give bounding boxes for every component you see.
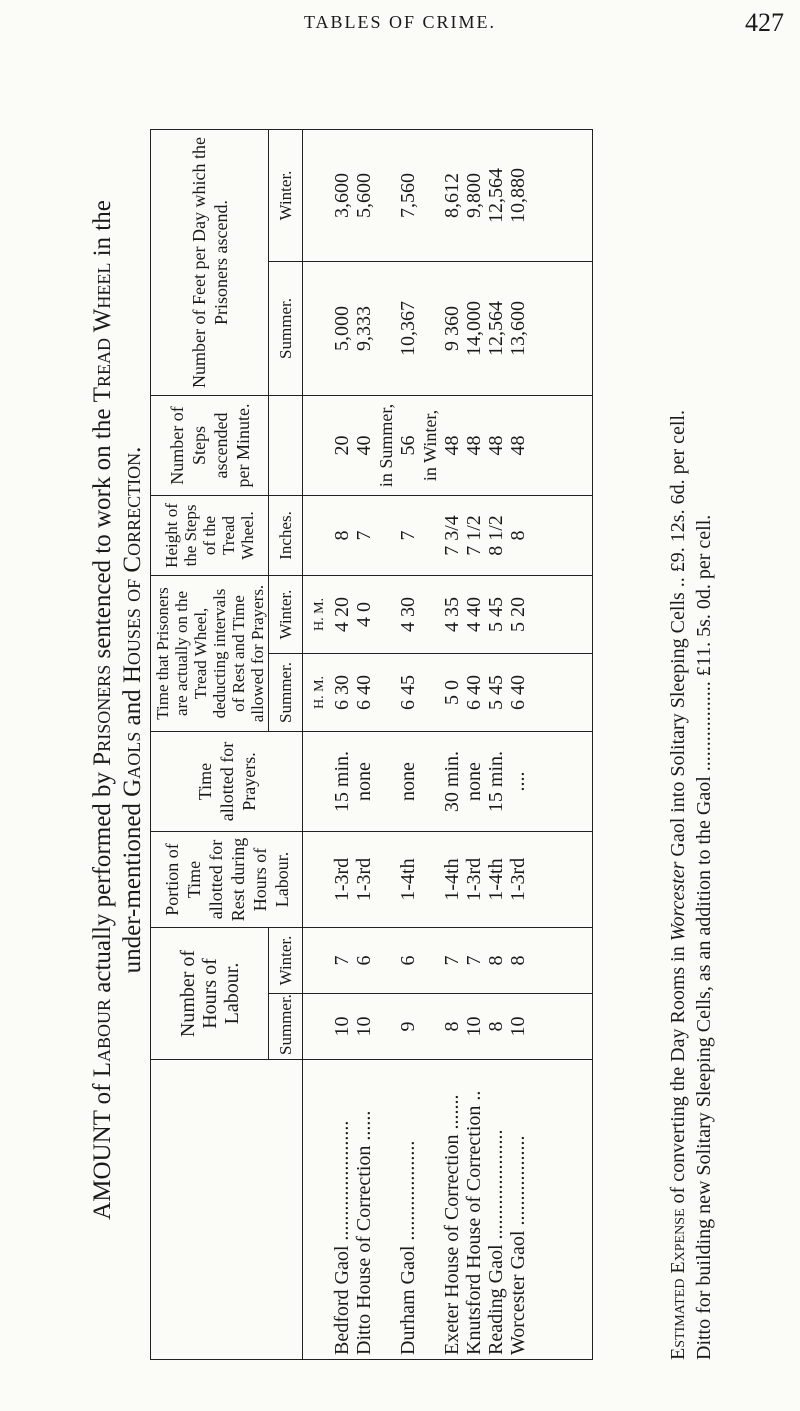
time-winter-cell: 4 40 (463, 597, 485, 632)
time-summer-cell: 6 45 (397, 675, 419, 710)
steps-cell: 48 (485, 435, 507, 456)
header-hours-winter: Winter. (269, 928, 303, 994)
feet-summer-cell: 12,564 (485, 300, 507, 356)
rotated-table-page (0, 20, 800, 1400)
steps-cell: 48 (507, 435, 529, 456)
page-number: 427 (745, 8, 784, 37)
hours-summer-cell: 9 (397, 1021, 419, 1032)
hours-winter-column (303, 928, 593, 994)
rest-portion-cell: 1-4th (397, 858, 419, 901)
time-summer-column (303, 654, 593, 732)
header-hours-labour: Number of Hours of Labour. (151, 928, 269, 1060)
feet-summer-cell: 10,367 (397, 300, 419, 356)
hours-winter-cell: 7 (331, 955, 353, 966)
gaol-name: Ditto House of Correction ...... (353, 1110, 375, 1355)
tread-wheel-table (150, 129, 593, 1360)
feet-summer-column (303, 261, 593, 395)
time-winter-cell: 5 20 (507, 597, 529, 632)
rest-portion-cell: 1-3rd (507, 857, 529, 902)
hm-label: H. M. (312, 597, 327, 632)
hours-summer-cell: 10 (463, 1016, 485, 1037)
hours-summer-cell: 10 (507, 1016, 529, 1037)
steps-cell: 48 (441, 435, 463, 456)
step-height-cell: 8 (507, 530, 529, 541)
time-winter-cell: 4 30 (397, 597, 419, 632)
gaol-name: Exeter House of Correction ....... (441, 1094, 463, 1355)
time-winter-column (303, 575, 593, 653)
feet-winter-cell: 3,600 (331, 172, 353, 218)
prayers-cell: 15 min. (331, 750, 353, 813)
time-winter-cell: 4 0 (353, 602, 375, 627)
feet-summer-cell: 13,600 (507, 300, 529, 356)
time-summer-cell: 6 40 (507, 675, 529, 710)
gaol-name: Knutsford House of Correction .. (463, 1090, 485, 1355)
header-steps-per-minute: Number of Steps ascended per Minute. (151, 395, 269, 495)
step-height-cell: 8 1/2 (485, 515, 507, 556)
time-summer-cell: 6 40 (353, 675, 375, 710)
step-height-cell: 7 3/4 (441, 515, 463, 556)
hours-winter-cell: 8 (507, 955, 529, 966)
time-summer-cell: 6 40 (463, 675, 485, 710)
steps-cell: 48 (463, 435, 485, 456)
header-time-winter: Winter. (269, 575, 303, 653)
table-title-line-2: under-mentioned Gaols and Houses of Correction. (119, 446, 146, 974)
header-hours-summer: Summer. (269, 994, 303, 1060)
rest-portion-cell: 1-4th (441, 858, 463, 901)
header-step-height: Height of the Steps of the Tread Wheel. (151, 495, 269, 575)
hours-summer-cell: 10 (353, 1016, 375, 1037)
header-steps-blank (269, 395, 303, 495)
steps-cell: 56 (397, 435, 419, 456)
header-feet-winter: Winter. (269, 129, 303, 261)
prayers-cell: .... (507, 771, 529, 792)
rest-portion-cell: 1-3rd (331, 857, 353, 902)
feet-winter-cell: 8,612 (441, 172, 463, 218)
header-rest-portion: Portion of Time allotted for Rest during Hours of Labour. (151, 832, 303, 928)
prayers-cell: none (397, 762, 419, 801)
time-summer-cell: 5 0 (441, 680, 463, 705)
prayers-cell: 15 min. (485, 750, 507, 813)
rest-portion-cell: 1-3rd (463, 857, 485, 902)
feet-summer-cell: 5,000 (331, 305, 353, 351)
step-height-cell: 8 (331, 530, 353, 541)
header-time-summer: Summer. (269, 654, 303, 732)
header-prayers: Time allotted for Prayers. (151, 732, 303, 832)
time-summer-cell: 6 30 (331, 675, 353, 710)
rest-portion-column (303, 832, 593, 928)
steps-note-winter: in Winter, (420, 409, 440, 482)
hours-winter-cell: 7 (463, 955, 485, 966)
header-time-on-wheel: Time that Prisoners are actually on the Tread Wheel, deducting intervals of Rest and Time allowed for Prayers. (151, 575, 269, 731)
feet-winter-column (303, 129, 593, 261)
hours-winter-cell: 7 (441, 955, 463, 966)
feet-winter-cell: 9,800 (463, 172, 485, 218)
hours-winter-cell: 6 (397, 955, 419, 966)
time-summer-cell: 5 45 (485, 675, 507, 710)
expense-note-conversion: Estimated Expense of converting the Day Rooms in Worcester Gaol into Solitary Sleeping Cells .. £9. 12s. 6d. per cell. (667, 410, 689, 1360)
time-winter-cell: 5 45 (485, 597, 507, 632)
expense-notes (665, 60, 717, 1360)
hours-summer-cell: 10 (331, 1016, 353, 1037)
steps-cell: 40 (353, 435, 375, 456)
feet-winter-cell: 7,560 (397, 172, 419, 218)
gaol-name: Reading Gaol ...................... (485, 1129, 507, 1355)
step-height-cell: 7 (397, 530, 419, 541)
steps-note-summer: in Summer, (376, 403, 396, 488)
gaol-name: Bedford Gaol ........................ (331, 1120, 353, 1355)
feet-winter-cell: 5,600 (353, 172, 375, 218)
expense-note-new-cells: Ditto for building new Solitary Sleeping Cells, as an addition to the Gaol .................. £11. 5s. 0d. per cell. (693, 514, 715, 1360)
feet-summer-cell: 9,333 (353, 305, 375, 351)
hours-winter-cell: 8 (485, 955, 507, 966)
rest-portion-cell: 1-4th (485, 858, 507, 901)
step-height-column (303, 495, 593, 575)
hours-summer-cell: 8 (485, 1021, 507, 1032)
step-height-cell: 7 1/2 (463, 515, 485, 556)
prayers-cell: 30 min. (441, 750, 463, 813)
running-head-title: TABLES OF CRIME. (303, 12, 497, 32)
hours-summer-column (303, 994, 593, 1060)
steps-per-minute-column (303, 395, 593, 495)
step-height-cell: 7 (353, 530, 375, 541)
time-winter-cell: 4 20 (331, 597, 353, 632)
feet-summer-cell: 9 360 (441, 305, 463, 351)
header-inches: Inches. (269, 495, 303, 575)
header-gaol (151, 1060, 303, 1360)
rest-portion-cell: 1-3rd (353, 857, 375, 902)
hours-summer-cell: 8 (441, 1021, 463, 1032)
feet-summer-cell: 14,000 (463, 300, 485, 356)
feet-winter-cell: 12,564 (485, 167, 507, 223)
gaol-name: Durham Gaol .................... (397, 1140, 419, 1355)
table-title-line-1: AMOUNT of Labour actually performed by Prisoners sentenced to work on the Tread Wheel in the (89, 200, 116, 1220)
prayers-column (303, 732, 593, 832)
header-feet-summer: Summer. (269, 261, 303, 395)
gaol-name: Worcester Gaol .................. (507, 1135, 529, 1355)
feet-winter-cell: 10,880 (507, 167, 529, 223)
prayers-cell: none (353, 762, 375, 801)
hours-winter-cell: 6 (353, 955, 375, 966)
time-winter-cell: 4 35 (441, 597, 463, 632)
steps-cell: 20 (331, 435, 353, 456)
header-feet-per-day: Number of Feet per Day which the Prisoners ascend. (151, 129, 269, 395)
prayers-cell: none (463, 762, 485, 801)
gaol-names-column (303, 1060, 593, 1360)
hm-label: H. M. (312, 675, 327, 710)
